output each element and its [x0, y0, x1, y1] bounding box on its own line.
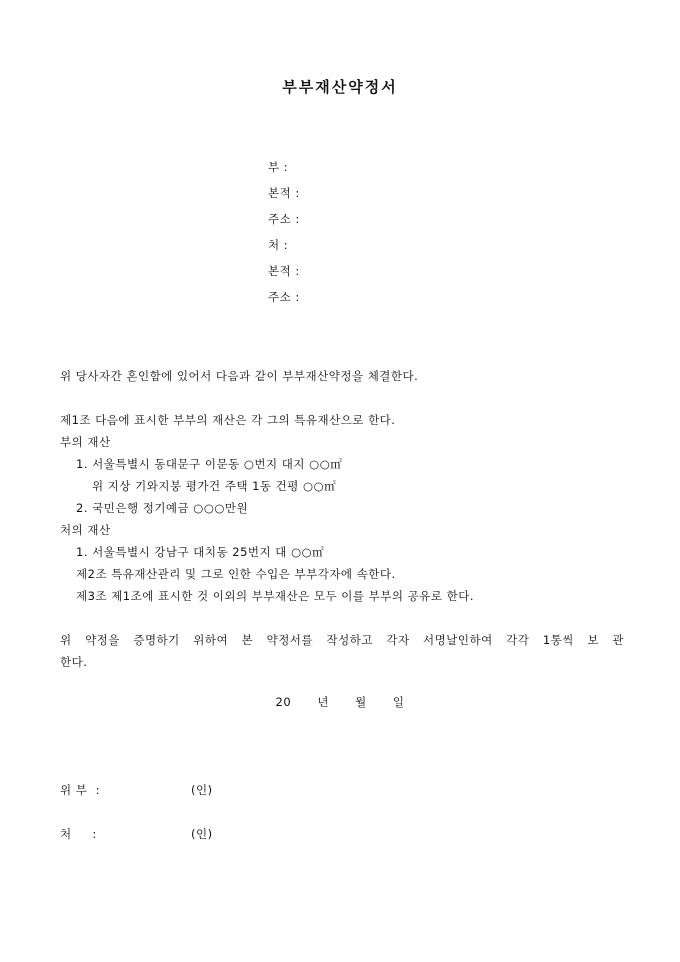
intro-paragraph: 위 당사자간 혼인함에 있어서 다음과 같이 부부재산약정을 체결한다. — [60, 369, 419, 383]
husband-property-item-2: 2. 국민은행 정기예금 ○○○만원 — [76, 501, 249, 515]
husband-field-label: 부 : — [268, 160, 289, 174]
wife-domicile-label: 본적 : — [268, 264, 300, 278]
wife-signature-label: 처 : — [60, 827, 97, 841]
closing-paragraph-line-1: 위 약정을 증명하기 위하여 본 약정서를 작성하고 각자 서명날인하여 각각 1통씩 보 관 — [60, 633, 624, 647]
article-1: 제1조 다음에 표시한 부부의 재산은 각 그의 특유재산으로 한다. — [60, 413, 396, 427]
wife-seal-mark: (인) — [191, 827, 213, 841]
wife-field-label: 처 : — [268, 238, 289, 252]
wife-property-heading: 처의 재산 — [60, 523, 111, 537]
wife-property-item-1: 1. 서울특별시 강남구 대치동 25번지 대 ○○㎡ — [76, 545, 325, 559]
husband-property-item-1: 1. 서울특별시 동대문구 이문동 ○번지 대지 ○○㎡ — [76, 457, 343, 471]
article-3: 제3조 제1조에 표시한 것 이외의 부부재산은 모두 이를 부부의 공유로 한다. — [76, 589, 475, 603]
article-2: 제2조 특유재산관리 및 그로 인한 수입은 부부각자에 속한다. — [76, 567, 396, 581]
husband-address-label: 주소 : — [268, 212, 300, 226]
wife-address-label: 주소 : — [268, 290, 300, 304]
husband-seal-mark: (인) — [191, 783, 213, 797]
husband-domicile-label: 본적 : — [268, 186, 300, 200]
closing-paragraph-line-2: 한다. — [60, 655, 88, 669]
contract-date: 20 년 월 일 — [275, 695, 405, 709]
husband-signature-label: 위 부 : — [60, 783, 101, 797]
husband-property-item-1-detail: 위 지상 기와지붕 평가건 주택 1동 건평 ○○㎡ — [92, 479, 337, 493]
document-title: 부부재산약정서 — [282, 78, 398, 96]
husband-property-heading: 부의 재산 — [60, 435, 111, 449]
